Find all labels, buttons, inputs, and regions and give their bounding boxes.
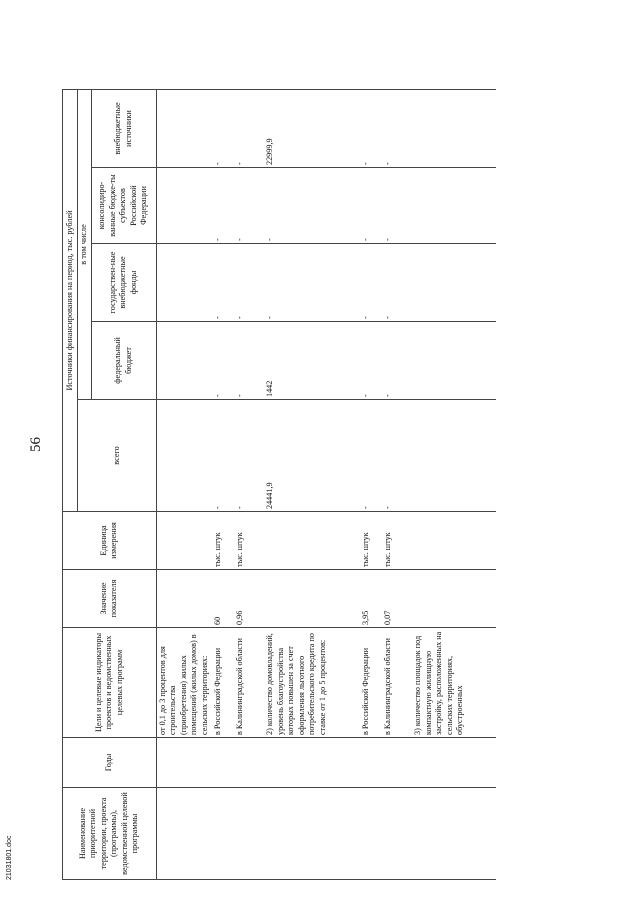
- cell-state: [156, 244, 212, 322]
- cell-extra: -: [382, 90, 412, 168]
- table-row: [360, 90, 382, 880]
- cell-value: [264, 570, 360, 628]
- table-row: [412, 90, 496, 880]
- cell-years: [156, 738, 212, 788]
- cell-goal: в Российской Федерации: [360, 628, 382, 738]
- table-row: [234, 90, 264, 880]
- cell-extra: -: [234, 90, 264, 168]
- cell-regional: [156, 168, 212, 244]
- cell-value: 3,95: [360, 570, 382, 628]
- cell-years: [234, 738, 264, 788]
- cell-regional: -: [360, 168, 382, 244]
- table-row: [212, 90, 234, 880]
- cell-federal: -: [382, 322, 412, 400]
- table-row: [156, 90, 212, 880]
- cell-state: [412, 244, 496, 322]
- table-row: [264, 90, 360, 880]
- cell-total: -: [234, 400, 264, 512]
- cell-extra: [156, 90, 212, 168]
- header-funding: Источники финансирования на период, тыс. рублей: [63, 90, 78, 512]
- page-number: 56: [28, 437, 44, 452]
- cell-total: [412, 400, 496, 512]
- cell-value: 0,07: [382, 570, 412, 628]
- cell-state: -: [212, 244, 234, 322]
- cell-name: [412, 788, 496, 880]
- cell-unit: [264, 512, 360, 570]
- cell-state: -: [264, 244, 360, 322]
- header-regional: консолидиро-ванные бюдже-ты субъектов Российской Федерации: [91, 168, 156, 244]
- cell-goal: в Калининградской области: [382, 628, 412, 738]
- header-row-1: [63, 90, 78, 880]
- cell-total: -: [382, 400, 412, 512]
- cell-federal: 1442: [264, 322, 360, 400]
- cell-state: -: [382, 244, 412, 322]
- cell-value: [412, 570, 496, 628]
- cell-goal: в Российской Федерации: [212, 628, 234, 738]
- cell-years: [412, 738, 496, 788]
- header-years: Годы: [63, 738, 157, 788]
- funding-table: [62, 89, 496, 880]
- header-state-funds: государствен-ные внебюджетные фонды: [91, 244, 156, 322]
- table-body: [156, 90, 496, 880]
- cell-regional: [412, 168, 496, 244]
- cell-unit: тыс. штук: [234, 512, 264, 570]
- cell-years: [212, 738, 234, 788]
- header-incl: в том числе: [78, 90, 92, 400]
- cell-unit: [156, 512, 212, 570]
- cell-total: -: [360, 400, 382, 512]
- cell-federal: -: [360, 322, 382, 400]
- doc-id: 21031801.doc: [6, 835, 13, 880]
- cell-value: 0,96: [234, 570, 264, 628]
- cell-extra: 22999,9: [264, 90, 360, 168]
- header-value: Значение показателя: [63, 570, 157, 628]
- cell-goal: в Калининградской области: [234, 628, 264, 738]
- cell-total: -: [212, 400, 234, 512]
- header-name: Наименование приоритетной территории, проекта (программы), ведомственной целевой программы: [63, 788, 157, 880]
- cell-federal: -: [234, 322, 264, 400]
- cell-name: [264, 788, 360, 880]
- cell-extra: -: [360, 90, 382, 168]
- cell-state: -: [360, 244, 382, 322]
- cell-unit: [412, 512, 496, 570]
- header-goals: Цели и целевые индикаторы проектов и ведомственных целевых программ: [63, 628, 157, 738]
- header-unit: Единица измерения: [63, 512, 157, 570]
- header-extra: внебюджетные источники: [91, 90, 156, 168]
- cell-regional: -: [234, 168, 264, 244]
- cell-name: [382, 788, 412, 880]
- cell-regional: -: [382, 168, 412, 244]
- table-row: [382, 90, 412, 880]
- cell-unit: тыс. штук: [360, 512, 382, 570]
- cell-name: [234, 788, 264, 880]
- cell-unit: тыс. штук: [382, 512, 412, 570]
- cell-federal: [412, 322, 496, 400]
- header-federal: федеральный бюджет: [91, 322, 156, 400]
- header-total: всего: [78, 400, 157, 512]
- cell-name: [212, 788, 234, 880]
- cell-unit: тыс. штук: [212, 512, 234, 570]
- cell-federal: -: [212, 322, 234, 400]
- cell-federal: [156, 322, 212, 400]
- cell-extra: -: [212, 90, 234, 168]
- cell-years: [360, 738, 382, 788]
- cell-total: [156, 400, 212, 512]
- rotated-page: [6, 10, 640, 880]
- cell-state: -: [234, 244, 264, 322]
- cell-goal: 3) количество площадок под компактную жилищную застройку, расположенных на сельских территориях, обустроенных: [412, 628, 496, 738]
- cell-years: [264, 738, 360, 788]
- cell-regional: -: [264, 168, 360, 244]
- cell-value: [156, 570, 212, 628]
- cell-regional: -: [212, 168, 234, 244]
- cell-name: [360, 788, 382, 880]
- cell-name: [156, 788, 212, 880]
- cell-total: 24441,9: [264, 400, 360, 512]
- cell-goal: 2) количество домовладений, уровень благоустройства которых повышен за счет оформления льготного потребительского кредита по ставке от 1 до 5 процентов:: [264, 628, 360, 738]
- cell-goal: от 0,1 до 3 процентов для строительства (приобретения) жилых помещений (жилых домов) в сельских территориях:: [156, 628, 212, 738]
- cell-years: [382, 738, 412, 788]
- cell-extra: [412, 90, 496, 168]
- cell-value: 60: [212, 570, 234, 628]
